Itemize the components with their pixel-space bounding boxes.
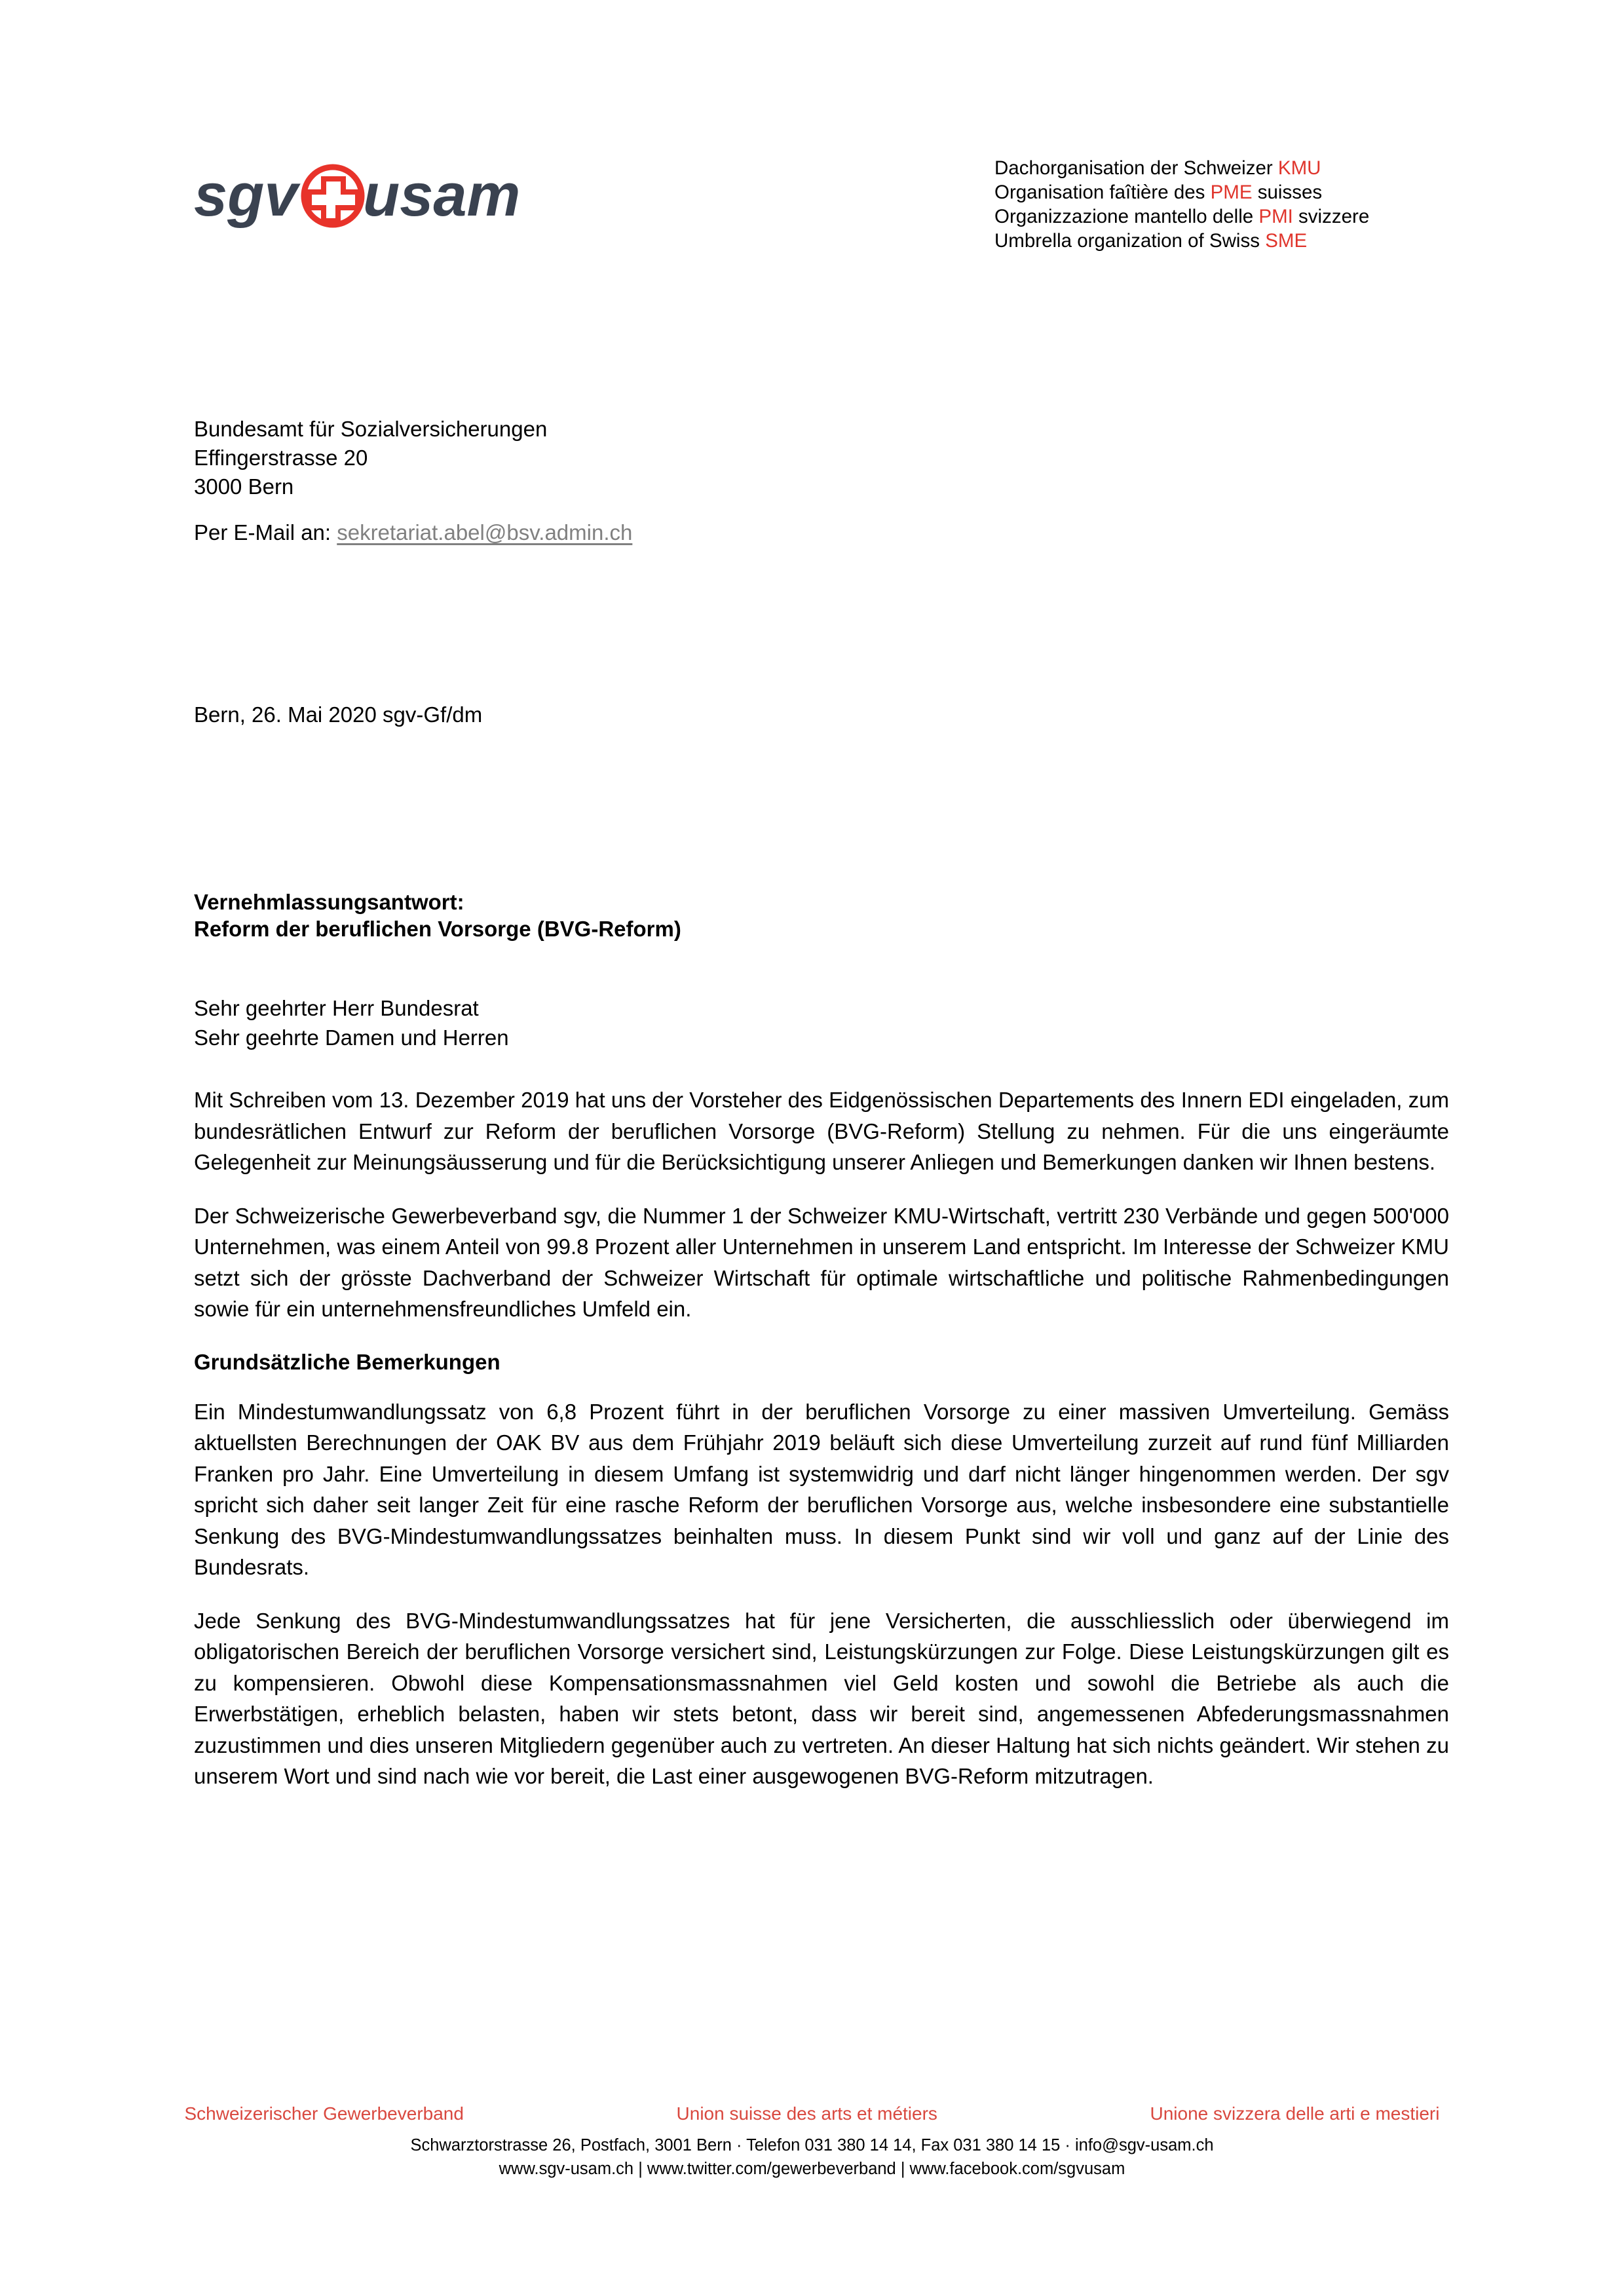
org-highlight-pme: PME [1210,182,1253,203]
swiss-cross-emblem [304,167,362,225]
org-line-fr: Organisation faîtière des PME suisses [994,182,1323,203]
page-footer [0,2102,1624,2181]
subject-line-1: Vernehmlassungsantwort: [194,890,464,914]
recipient-street: Effingerstrasse 20 [194,446,368,470]
place-and-date: Bern, 26. Mai 2020 sgv-Gf/dm [194,702,483,727]
organization-subtitle [994,156,1369,253]
section-heading-grundsaetzliche-bemerkungen: Grundsätzliche Bemerkungen [194,1349,500,1374]
sgv-usam-logo [194,159,561,231]
salutation-line-2: Sehr geehrte Damen und Herren [194,1025,509,1050]
email-delivery-line [194,518,632,547]
org-highlight-kmu: KMU [1277,157,1321,179]
org-line-it: Organizzazione mantello delle PMI svizzere [994,206,1370,227]
recipient-city: 3000 Bern [194,474,294,499]
salutation-block [194,993,509,1052]
footer-web-links[interactable]: www.sgv-usam.ch | www.twitter.com/gewerbeverband | www.facebook.com/sgvusam [499,2160,1125,2178]
org-line-en: Umbrella organization of Swiss SME [994,230,1308,252]
org-highlight-pmi: PMI [1258,206,1293,227]
letter-body [194,1084,1449,1814]
subject-line-2: Reform der beruflichen Vorsorge (BVG-Reform) [194,917,681,941]
logo-icon [194,159,561,231]
letterhead [0,0,1624,282]
recipient-email-link[interactable]: sekretariat.abel@bsv.admin.ch [337,520,633,545]
subject-block [194,889,681,942]
recipient-address [194,415,547,501]
salutation-line-1: Sehr geehrter Herr Bundesrat [194,996,479,1020]
body-paragraph-2: Der Schweizerische Gewerbeverband sgv, die Nummer 1 der Schweizer KMU-Wirtschaft, vertritt 230 Verbände und gegen 500'000 Unternehmen, was einem Anteil von 99.8 Prozent aller Unternehmen in unserem Land entspricht. Im Interesse der Schweizer KMU setzt sich der grösste Dachverband der Schweizer Wirtschaft für optimale wirtschaftliche und politische Rahmenbedingungen sowie für ein unternehmensfreundliches Umfeld ein. [194,1203,1449,1321]
svg-text:usam: usam [363,162,521,229]
footer-name-it: Unione svizzera delle arti e mestieri [1150,2103,1440,2124]
body-paragraph-4: Jede Senkung des BVG-Mindestumwandlungssatzes hat für jene Versicherten, die ausschliesslich oder überwiegend im obligatorischen Bereich der beruflichen Vorsorge versichert sind, Leistungskürzungen zur Folge. Diese Leistungskürzungen gilt es zu kompensieren. Obwohl diese Kompensationsmassnahmen viel Geld kosten und sowohl die Betriebe als auch die Erwerbstätigen, erheblich belasten, haben wir stets betont, dass wir bereit sind, angemessenen Abfederungsmassnahmen zuzustimmen und dies unseren Mitgliedern gegenüber auch zu vertreten. An dieser Haltung hat sich nichts geändert. Wir stehen zu unserem Wort und sind nach wie vor bereit, die Last einer ausgewogenen BVG-Reform mitzutragen. [194,1608,1449,1788]
org-highlight-sme: SME [1265,230,1308,252]
recipient-organisation: Bundesamt für Sozialversicherungen [194,417,548,441]
footer-organisation-names [185,2102,1440,2126]
footer-contact-line: Schwarztorstrasse 26, Postfach, 3001 Bern · Telefon 031 380 14 14, Fax 031 380 14 15 · info@sgv-usam.ch [410,2136,1214,2154]
org-line-de: Dachorganisation der Schweizer KMU [994,157,1321,179]
footer-name-de: Schweizerischer Gewerbeverband [184,2103,464,2124]
body-paragraph-1: Mit Schreiben vom 13. Dezember 2019 hat uns der Vorsteher des Eidgenössischen Departements des Innern EDI eingeladen, zum bundesrätlichen Entwurf zur Reform der beruflichen Vorsorge (BVG-Reform) Stellung zu nehmen. Für die uns eingeräumte Gelegenheit zur Meinungsäusserung und für die Berücksichtigung unserer Anliegen und Bemerkungen danken wir Ihnen bestens. [194,1088,1449,1174]
footer-name-fr: Union suisse des arts et métiers [676,2103,937,2124]
svg-text:sgv: sgv [194,162,298,229]
email-label: Per E-Mail an: [194,520,337,545]
body-paragraph-3: Ein Mindestumwandlungssatz von 6,8 Prozent führt in der beruflichen Vorsorge zu einer massiven Umverteilung. Gemäss aktuellsten Berechnungen der OAK BV aus dem Frühjahr 2019 beläuft sich diese Umverteilung zurzeit auf rund fünf Milliarden Franken pro Jahr. Eine Umverteilung in diesem Umfang ist systemwidrig und darf nicht länger hingenommen werden. Der sgv spricht sich daher seit langer Zeit für eine rasche Reform der beruflichen Vorsorge aus, welche insbesondere eine substantielle Senkung des BVG-Mindestumwandlungssatzes beinhalten muss. In diesem Punkt sind wir voll und ganz auf der Linie des Bundesrats. [194,1399,1449,1579]
